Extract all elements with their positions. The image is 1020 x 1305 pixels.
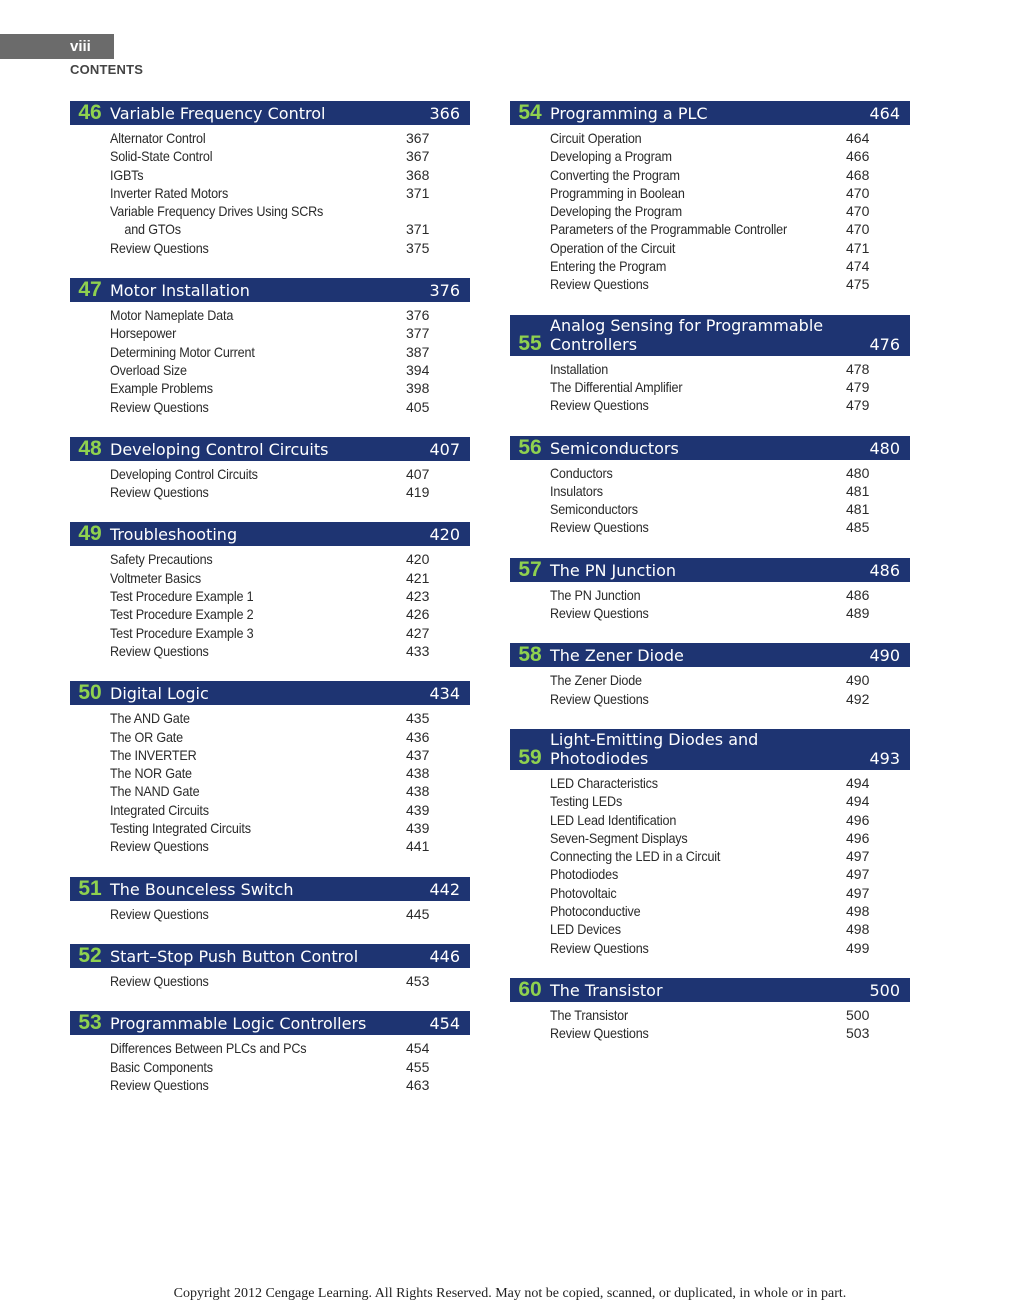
section-entry[interactable] <box>550 202 870 220</box>
section-page: 497 <box>846 848 870 865</box>
section-page: 375 <box>406 239 430 256</box>
section-entry[interactable] <box>110 129 430 147</box>
section-title: Integrated Circuits <box>110 801 209 818</box>
section-entry[interactable] <box>110 220 430 238</box>
section-entry[interactable] <box>110 147 430 165</box>
chapter-number: 59 <box>518 745 542 769</box>
section-title: Insulators <box>550 482 603 499</box>
section-title: Review Questions <box>550 276 649 293</box>
section-page: 377 <box>406 325 430 342</box>
chapter-page: 493 <box>869 748 900 768</box>
chapter-heading[interactable] <box>70 437 470 461</box>
section-page: 496 <box>846 811 870 828</box>
section-title: Review Questions <box>550 397 649 414</box>
section-entry[interactable] <box>110 184 430 202</box>
chapter-heading[interactable] <box>70 522 470 546</box>
chapter-page: 464 <box>869 104 900 123</box>
section-title: The PN Junction <box>550 586 641 603</box>
section-page: 433 <box>406 642 430 659</box>
chapter-heading[interactable] <box>70 877 470 901</box>
chapter-page: 442 <box>429 879 460 899</box>
section-title: Developing Control Circuits <box>110 465 258 482</box>
section-page: 421 <box>406 569 430 586</box>
chapter-page: 454 <box>429 1014 460 1034</box>
section-entry[interactable] <box>550 147 870 165</box>
section-title: Basic Components <box>110 1058 213 1075</box>
section-entry[interactable] <box>110 709 430 727</box>
section-page: 367 <box>406 148 430 165</box>
section-entry[interactable] <box>110 202 430 220</box>
section-title: Review Questions <box>110 642 209 659</box>
section-title: Example Problems <box>110 380 213 397</box>
chapter-page: 490 <box>869 646 900 666</box>
chapter-title: The Transistor <box>550 980 663 1000</box>
section-entry[interactable] <box>550 184 870 202</box>
section-page: 438 <box>406 765 430 782</box>
section-page: 441 <box>406 838 430 855</box>
section-entry[interactable] <box>110 972 430 990</box>
section-entry[interactable] <box>550 518 870 536</box>
section-page: 445 <box>406 905 430 922</box>
section-title: Review Questions <box>550 605 649 622</box>
section-page: 480 <box>846 464 870 481</box>
chapter-title: Semiconductors <box>550 438 679 458</box>
section-entry[interactable] <box>550 275 870 293</box>
section-page <box>406 202 430 220</box>
section-title: Conductors <box>550 464 613 481</box>
section-entry[interactable] <box>110 728 430 746</box>
chapter-title: Developing Control Circuits <box>110 439 329 459</box>
chapter-page: 407 <box>429 439 460 459</box>
section-title: Circuit Operation <box>550 130 642 146</box>
chapter-heading[interactable] <box>510 101 910 125</box>
chapter-number: 47 <box>78 278 102 302</box>
section-page: 478 <box>846 360 870 377</box>
chapter-heading[interactable] <box>70 944 470 968</box>
section-entry[interactable] <box>110 465 430 483</box>
section-title: Connecting the LED in a Circuit <box>550 848 721 865</box>
section-list <box>510 460 910 537</box>
section-title: Overload Size <box>110 361 187 378</box>
section-title: Testing Integrated Circuits <box>110 820 251 837</box>
section-entry[interactable] <box>550 847 870 865</box>
chapter-number: 50 <box>78 681 102 705</box>
chapter-heading[interactable] <box>510 729 910 770</box>
chapter-block <box>510 643 910 708</box>
section-page: 497 <box>846 884 870 901</box>
toc-column-right <box>510 101 910 1064</box>
chapter-title: The PN Junction <box>550 560 676 580</box>
section-title: Photodiodes <box>550 866 619 883</box>
section-entry[interactable] <box>110 324 430 342</box>
chapter-block <box>510 558 910 623</box>
section-title: Test Procedure Example 2 <box>110 606 254 623</box>
chapter-block <box>510 729 910 957</box>
section-page: 464 <box>846 130 870 146</box>
section-list <box>70 546 470 660</box>
section-entry[interactable] <box>110 379 430 397</box>
section-entry[interactable] <box>110 1058 430 1076</box>
section-title: Review Questions <box>110 398 209 415</box>
section-entry[interactable] <box>550 829 870 847</box>
section-page: 474 <box>846 258 870 275</box>
chapter-page: 420 <box>429 525 460 545</box>
section-page: 470 <box>846 221 870 238</box>
section-entry[interactable] <box>110 624 430 642</box>
section-title: The Transistor <box>550 1006 629 1023</box>
chapter-title: Variable Frequency Control <box>110 104 326 123</box>
section-entry[interactable] <box>550 690 870 708</box>
section-title: Converting the Program <box>550 166 680 183</box>
section-entry[interactable] <box>550 865 870 883</box>
section-title: The Zener Diode <box>550 672 642 689</box>
section-entry[interactable] <box>110 642 430 660</box>
section-entry[interactable] <box>550 257 870 275</box>
section-page: 407 <box>406 465 430 482</box>
section-page: 367 <box>406 130 430 146</box>
section-entry[interactable] <box>550 220 870 238</box>
section-entry[interactable] <box>550 378 870 396</box>
section-entry[interactable] <box>550 671 870 689</box>
section-entry[interactable] <box>110 587 430 605</box>
section-page: 470 <box>846 203 870 220</box>
section-entry[interactable] <box>550 500 870 518</box>
chapter-title: Analog Sensing for Programmable Controllers <box>550 315 824 354</box>
section-title: Horsepower <box>110 325 177 342</box>
chapter-block <box>510 315 910 415</box>
section-page: 439 <box>406 820 430 837</box>
section-list <box>70 968 470 990</box>
chapter-page: 366 <box>429 104 460 123</box>
section-title: Entering the Program <box>550 258 667 275</box>
chapter-heading[interactable] <box>510 978 910 1002</box>
chapter-block <box>70 101 470 257</box>
chapter-title: Digital Logic <box>110 684 209 704</box>
section-page: 394 <box>406 361 430 378</box>
section-entry[interactable] <box>550 239 870 257</box>
section-entry[interactable] <box>110 398 430 416</box>
section-entry[interactable] <box>110 837 430 855</box>
section-page: 500 <box>846 1006 870 1023</box>
section-title: Review Questions <box>550 1025 649 1042</box>
section-page: 498 <box>846 921 870 938</box>
chapter-heading[interactable] <box>70 681 470 705</box>
section-page: 479 <box>846 397 870 414</box>
chapter-title: Motor Installation <box>110 281 250 301</box>
section-entry[interactable] <box>550 129 870 147</box>
section-title: and GTOs <box>124 221 181 238</box>
chapter-title: Light-Emitting Diodes and Photodiodes <box>550 729 759 768</box>
section-title: Determining Motor Current <box>110 343 255 360</box>
chapter-number: 49 <box>78 522 102 546</box>
chapter-block <box>510 436 910 537</box>
section-title: Review Questions <box>550 939 649 956</box>
section-title: The INVERTER <box>110 746 197 763</box>
section-title: LED Lead Identification <box>550 811 677 828</box>
section-title: Developing the Program <box>550 203 682 220</box>
section-entry[interactable] <box>110 306 430 324</box>
section-page: 496 <box>846 829 870 846</box>
section-title: Operation of the Circuit <box>550 239 676 256</box>
section-title: Review Questions <box>550 519 649 536</box>
section-title: LED Devices <box>550 921 621 938</box>
section-page: 438 <box>406 783 430 800</box>
page-number: viii <box>70 38 91 55</box>
running-head: CONTENTS <box>70 62 144 77</box>
section-title: Review Questions <box>110 484 209 501</box>
chapter-title: The Zener Diode <box>550 646 684 666</box>
section-title: LED Characteristics <box>550 774 658 791</box>
section-page: 499 <box>846 939 870 956</box>
section-page: 489 <box>846 605 870 622</box>
section-title: The AND Gate <box>110 710 190 727</box>
section-page: 437 <box>406 746 430 763</box>
section-page: 376 <box>406 307 430 324</box>
chapter-page: 434 <box>429 684 460 704</box>
section-entry[interactable] <box>110 569 430 587</box>
chapter-page: 486 <box>869 560 900 580</box>
chapter-block <box>70 278 470 416</box>
chapter-block <box>510 101 910 294</box>
section-entry[interactable] <box>110 746 430 764</box>
section-list <box>70 125 470 257</box>
section-title: Review Questions <box>110 905 209 922</box>
section-title: Review Questions <box>110 838 209 855</box>
chapter-block <box>70 1011 470 1094</box>
chapter-page: 446 <box>429 946 460 966</box>
chapter-block <box>70 877 470 923</box>
section-entry[interactable] <box>550 604 870 622</box>
section-page: 455 <box>406 1058 430 1075</box>
section-title: Installation <box>550 360 609 377</box>
section-entry[interactable] <box>550 482 870 500</box>
toc-column-left <box>70 101 470 1115</box>
section-page: 405 <box>406 398 430 415</box>
section-entry[interactable] <box>110 361 430 379</box>
copyright-footer: Copyright 2012 Cengage Learning. All Rights Reserved. May not be copied, scanned, or duplicated, in whole or in part. <box>173 1286 847 1301</box>
section-entry[interactable] <box>550 884 870 902</box>
section-title: Seven-Segment Displays <box>550 829 688 846</box>
chapter-number: 52 <box>78 943 102 967</box>
section-page: 435 <box>406 710 430 727</box>
section-entry[interactable] <box>550 1024 870 1042</box>
chapter-number: 60 <box>518 977 542 1001</box>
section-page: 475 <box>846 276 870 293</box>
section-entry[interactable] <box>110 819 430 837</box>
section-title: Motor Nameplate Data <box>110 307 234 324</box>
section-title: Programming in Boolean <box>550 184 685 201</box>
section-list <box>510 770 910 957</box>
section-title: Developing a Program <box>550 148 672 165</box>
section-title: Voltmeter Basics <box>110 569 201 586</box>
section-entry[interactable] <box>550 360 870 378</box>
section-page: 498 <box>846 903 870 920</box>
section-page: 481 <box>846 501 870 518</box>
section-entry[interactable] <box>110 764 430 782</box>
chapter-title: Programmable Logic Controllers <box>110 1014 367 1034</box>
section-title: Differences Between PLCs and PCs <box>110 1040 307 1057</box>
chapter-block <box>70 944 470 990</box>
section-page: 494 <box>846 793 870 810</box>
chapter-page: 500 <box>869 980 900 1000</box>
section-page: 426 <box>406 606 430 623</box>
chapter-heading[interactable] <box>510 315 910 356</box>
chapter-number: 58 <box>518 643 542 667</box>
chapter-number: 46 <box>78 101 102 124</box>
section-page: 463 <box>406 1076 430 1093</box>
section-entry[interactable] <box>110 483 430 501</box>
section-page: 453 <box>406 972 430 989</box>
chapter-heading[interactable] <box>70 1011 470 1035</box>
section-title: Inverter Rated Motors <box>110 184 229 201</box>
section-title: Photoconductive <box>550 903 641 920</box>
section-page: 486 <box>846 586 870 603</box>
chapter-heading[interactable] <box>510 558 910 582</box>
section-entry[interactable] <box>110 1076 430 1094</box>
chapter-number: 54 <box>518 101 542 124</box>
section-title: Testing LEDs <box>550 793 623 810</box>
chapter-page: 376 <box>429 281 460 301</box>
chapter-title: Start–Stop Push Button Control <box>110 946 359 966</box>
section-entry[interactable] <box>550 166 870 184</box>
section-title: Alternator Control <box>110 130 206 146</box>
section-title: Safety Precautions <box>110 551 213 568</box>
section-page: 497 <box>846 866 870 883</box>
section-title: Parameters of the Programmable Controller <box>550 221 788 238</box>
section-title: Variable Frequency Drives Using SCRs <box>110 203 324 220</box>
section-entry[interactable] <box>550 464 870 482</box>
section-entry[interactable] <box>110 905 430 923</box>
section-title: The OR Gate <box>110 728 183 745</box>
section-entry[interactable] <box>110 605 430 623</box>
chapter-heading[interactable] <box>70 278 470 302</box>
section-page: 471 <box>846 239 870 256</box>
section-entry[interactable] <box>550 902 870 920</box>
chapter-number: 57 <box>518 557 542 581</box>
section-entry[interactable] <box>110 239 430 257</box>
section-title: The NOR Gate <box>110 765 192 782</box>
section-entry[interactable] <box>550 774 870 792</box>
section-title: Review Questions <box>110 1076 209 1093</box>
section-title: IGBTs <box>110 166 144 183</box>
section-title: Review Questions <box>110 972 209 989</box>
chapter-heading[interactable] <box>510 436 910 460</box>
section-entry[interactable] <box>550 586 870 604</box>
section-page: 468 <box>846 166 870 183</box>
section-list <box>510 1002 910 1043</box>
section-entry[interactable] <box>550 396 870 414</box>
section-list <box>510 356 910 415</box>
page-number-tab <box>0 34 114 59</box>
section-entry[interactable] <box>110 166 430 184</box>
section-page: 419 <box>406 484 430 501</box>
section-entry[interactable] <box>110 1039 430 1057</box>
chapter-heading[interactable] <box>510 643 910 667</box>
section-list <box>510 125 910 294</box>
chapter-page: 476 <box>869 334 900 354</box>
section-page: 420 <box>406 551 430 568</box>
section-page: 398 <box>406 380 430 397</box>
section-list <box>70 901 470 923</box>
section-list <box>70 461 470 502</box>
section-page: 436 <box>406 728 430 745</box>
section-entry[interactable] <box>110 343 430 361</box>
chapter-block <box>510 978 910 1043</box>
chapter-number: 48 <box>78 436 102 460</box>
section-page: 371 <box>406 221 430 238</box>
section-page: 492 <box>846 690 870 707</box>
chapter-block <box>70 522 470 660</box>
section-page: 454 <box>406 1040 430 1057</box>
chapter-number: 56 <box>518 435 542 459</box>
section-title: Review Questions <box>110 239 209 256</box>
section-title: The NAND Gate <box>110 783 200 800</box>
section-title: Test Procedure Example 1 <box>110 588 254 605</box>
section-title: The Differential Amplifier <box>550 378 683 395</box>
section-title: Test Procedure Example 3 <box>110 624 254 641</box>
chapter-page: 480 <box>869 438 900 458</box>
section-page: 481 <box>846 482 870 499</box>
chapter-title: Programming a PLC <box>550 104 708 123</box>
section-entry[interactable] <box>550 792 870 810</box>
section-entry[interactable] <box>110 550 430 568</box>
section-page: 387 <box>406 343 430 360</box>
section-entry[interactable] <box>550 939 870 957</box>
chapter-number: 51 <box>78 876 102 900</box>
section-page: 470 <box>846 184 870 201</box>
section-list <box>510 582 910 623</box>
chapter-title: Troubleshooting <box>110 525 238 545</box>
section-page: 466 <box>846 148 870 165</box>
chapter-block <box>70 681 470 855</box>
chapter-heading[interactable] <box>70 101 470 125</box>
section-page: 479 <box>846 378 870 395</box>
section-title: Review Questions <box>550 690 649 707</box>
section-entry[interactable] <box>110 782 430 800</box>
section-page: 371 <box>406 184 430 201</box>
section-page: 423 <box>406 588 430 605</box>
section-entry[interactable] <box>110 801 430 819</box>
chapter-number: 55 <box>518 331 542 355</box>
section-page: 490 <box>846 672 870 689</box>
section-entry[interactable] <box>550 811 870 829</box>
section-title: Photovoltaic <box>550 884 617 901</box>
section-page: 494 <box>846 774 870 791</box>
section-page: 503 <box>846 1025 870 1042</box>
section-page: 439 <box>406 801 430 818</box>
section-list <box>70 705 470 855</box>
section-entry[interactable] <box>550 920 870 938</box>
section-list <box>510 667 910 708</box>
chapter-title: The Bounceless Switch <box>110 879 294 899</box>
section-page: 427 <box>406 624 430 641</box>
section-entry[interactable] <box>550 1006 870 1024</box>
section-page: 368 <box>406 166 430 183</box>
chapter-block <box>70 437 470 502</box>
section-title: Solid-State Control <box>110 148 213 165</box>
section-list <box>70 1035 470 1094</box>
section-page: 485 <box>846 519 870 536</box>
chapter-number: 53 <box>78 1011 102 1035</box>
section-list <box>70 302 470 416</box>
section-title: Semiconductors <box>550 501 638 518</box>
